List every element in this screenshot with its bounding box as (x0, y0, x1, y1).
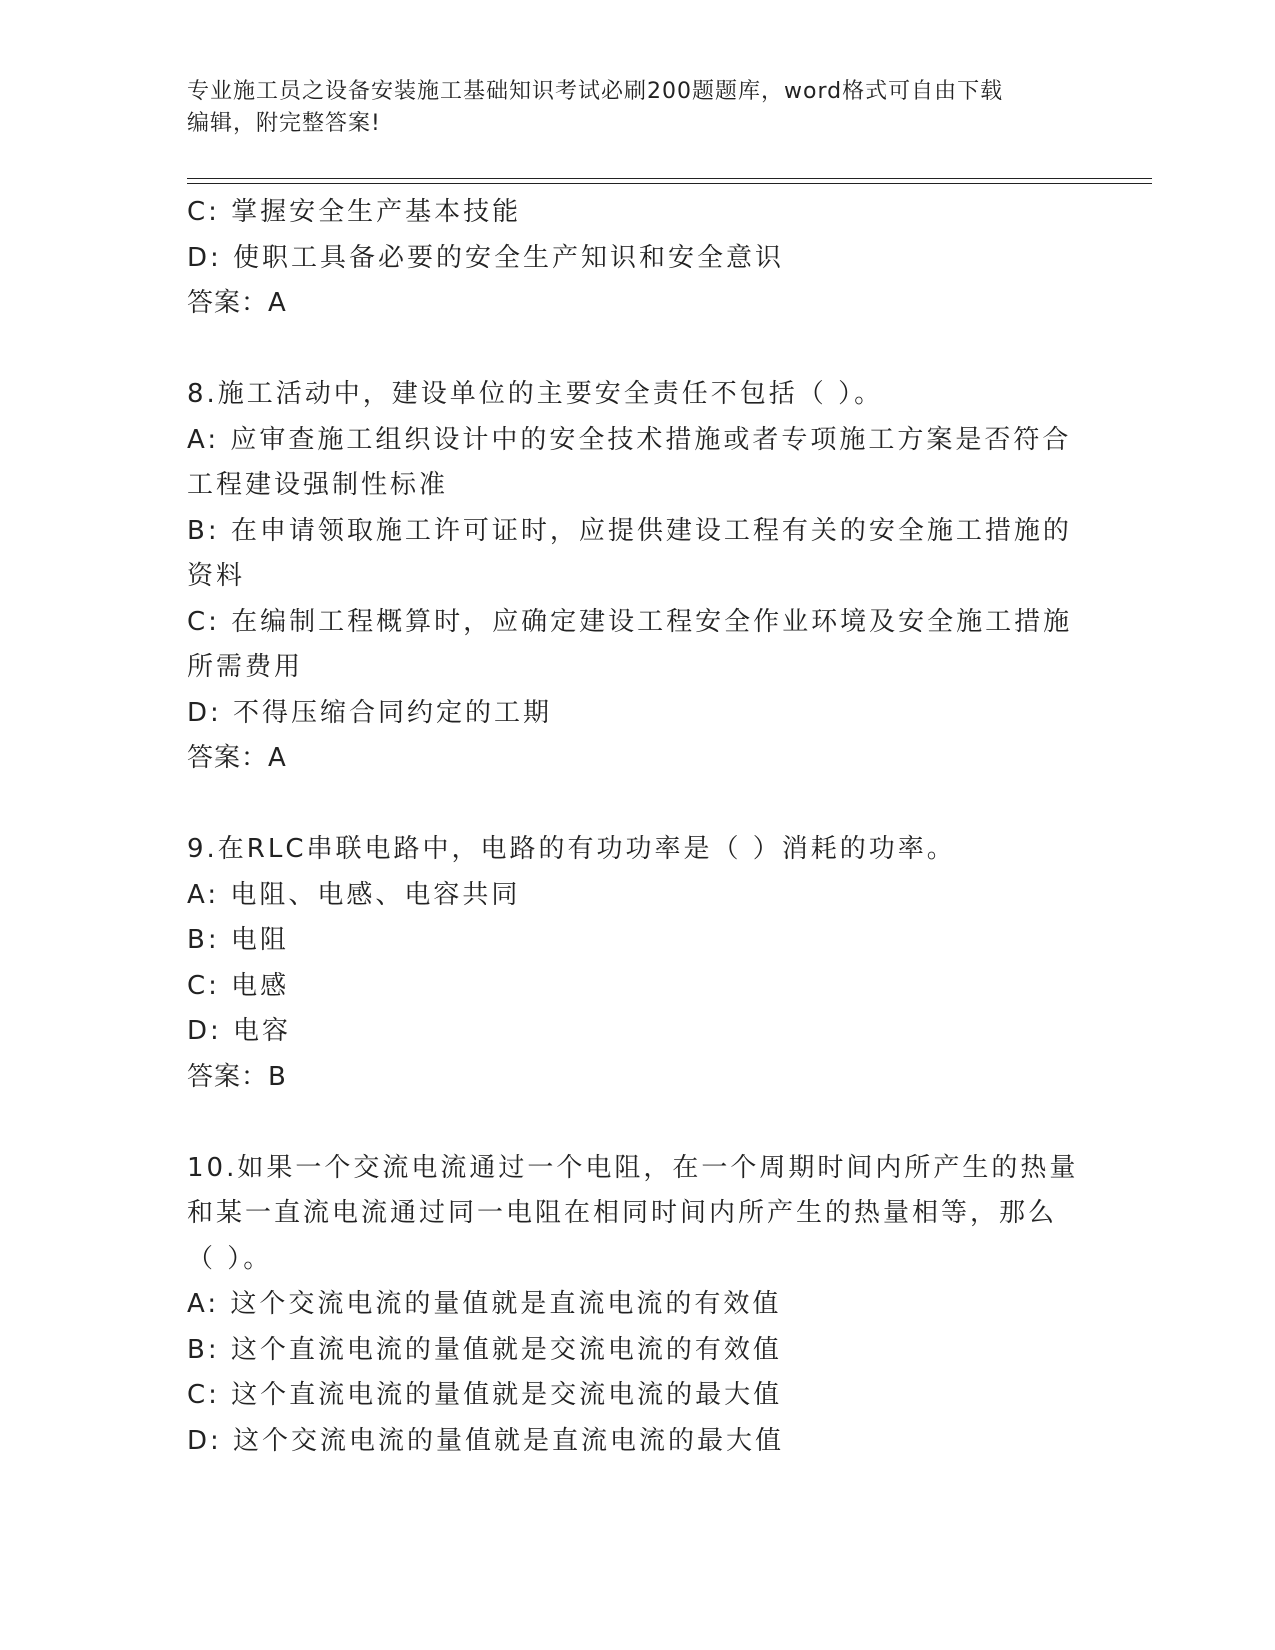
question-content (187, 190, 1087, 1464)
q10-question-line-2: 和某一直流电流通过同一电阻在相同时间内所产生的热量相等，那么 (187, 1198, 1058, 1228)
q9-option-c: C: 电感 (187, 970, 290, 1001)
q9-option-a: A: 电阻、电感、电容共同 (187, 879, 521, 910)
q8-option-a-line-2: 工程建设强制性标准 (187, 470, 449, 500)
q8-option-a-line-1: A: 应审查施工组织设计中的安全技术措施或者专项施工方案是否符合 (187, 424, 1072, 455)
q8-answer: 答案：A (187, 743, 287, 773)
question-9 (187, 827, 1087, 1100)
q9-option-d: D: 电容 (187, 1016, 292, 1046)
q8-option-b-line-2: 资料 (187, 561, 246, 591)
spacer (187, 782, 1087, 828)
q10-option-c: C: 这个直流电流的量值就是交流电流的最大值 (187, 1380, 783, 1410)
q8-option-c-line-2: 所需费用 (187, 652, 304, 682)
q7-option-d: D: 使职工具备必要的安全生产知识和安全意识 (187, 242, 785, 273)
q7-answer: 答案：A (187, 288, 287, 318)
spacer (187, 327, 1087, 373)
header-title-line-2: 编辑，附完整答案! (187, 111, 381, 136)
q7-option-c: C: 掌握安全生产基本技能 (187, 197, 522, 227)
q9-option-b: B: 电阻 (187, 925, 289, 955)
header-divider-bottom (187, 183, 1152, 184)
q10-option-d: D: 这个交流电流的量值就是直流电流的最大值 (187, 1425, 785, 1456)
q9-question: 9.在RLC串联电路中，电路的有功功率是（ ）消耗的功率。 (187, 834, 956, 864)
spacer (187, 1100, 1087, 1146)
question-10 (187, 1146, 1087, 1465)
question-7-tail (187, 190, 1087, 327)
q10-option-a: A: 这个交流电流的量值就是直流电流的有效值 (187, 1289, 782, 1319)
header-divider-top (187, 178, 1152, 179)
header-title-line-1: 专业施工员之设备安装施工基础知识考试必刷200题题库，word格式可自由下载 (187, 79, 1004, 104)
q8-question: 8.施工活动中，建设单位的主要安全责任不包括（ ）。 (187, 379, 884, 409)
q8-option-b-line-1: B: 在申请领取施工许可证时，应提供建设工程有关的安全施工措施的 (187, 515, 1072, 546)
q9-answer: 答案：B (187, 1061, 287, 1092)
q8-option-c-line-1: C: 在编制工程概算时，应确定建设工程安全作业环境及安全施工措施 (187, 606, 1073, 637)
q10-question-line-3: （ ）。 (187, 1243, 273, 1274)
q10-question-line-1: 10.如果一个交流电流通过一个电阻，在一个周期时间内所产生的热量 (187, 1152, 1079, 1183)
question-8 (187, 372, 1087, 782)
q10-option-b: B: 这个直流电流的量值就是交流电流的有效值 (187, 1334, 782, 1365)
page-header (187, 76, 1087, 140)
q8-option-d: D: 不得压缩合同约定的工期 (187, 697, 553, 728)
